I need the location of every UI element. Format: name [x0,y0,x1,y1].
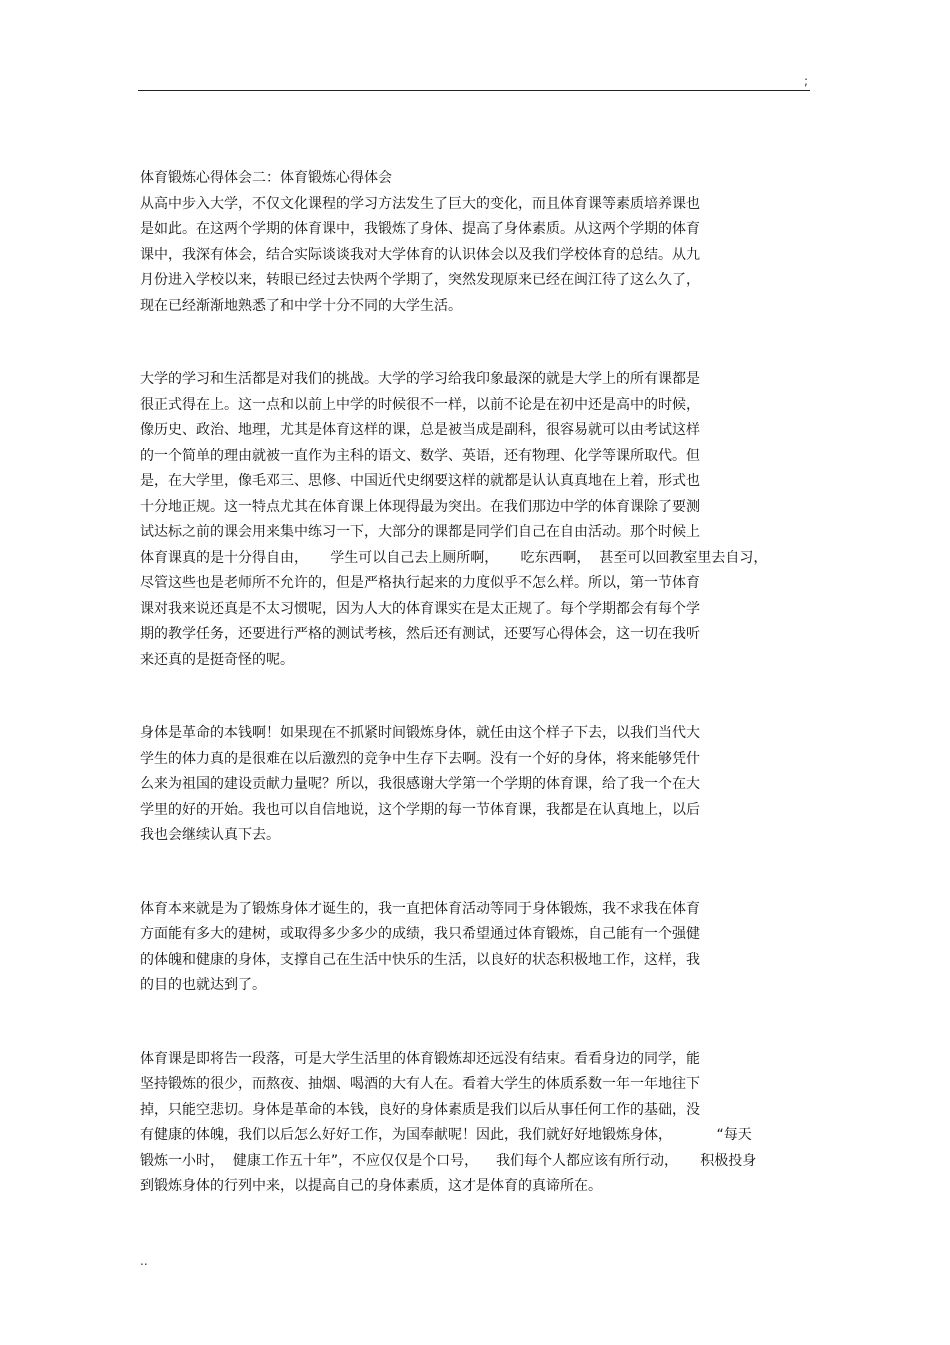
text-line: 从高中步入大学，不仅文化课程的学习方法发生了巨大的变化，而且体育课等素质培养课也 [140,195,700,212]
paragraph-gap [140,999,812,1047]
text-line: 很正式得在上。这一点和以前上中学的时候很不一样，以前不论是在初中还是高中的时候， [140,396,700,413]
text-line: 有健康的体魄，我们以后怎么好好工作，为国奉献呢！因此，我们就好好地锻炼身体， “每天 [140,1127,752,1143]
text-line: 到锻炼身体的行列中来，以提高自己的身体素质，这才是体育的真谛所在。 [140,1178,602,1194]
text-line: 体育课真的是十分得自由， 学生可以自己去上厕所啊， 吃东西啊， 甚至可以回教室里去自习， [140,549,768,566]
header-mark: ; [804,74,809,88]
text-line: 尽管这些也是老师所不允许的，但是严格执行起来的力度似乎不怎么样。所以，第一节体育 [140,575,700,591]
paragraph-1 [140,192,812,320]
text-line: 么来为祖国的建设贡献力量呢？所以，我很感谢大学第一个学期的体育课，给了我一个在大 [140,776,700,792]
document-title: 体育锻炼心得体会二：体育锻炼心得体会 [140,170,392,186]
paragraph-gap [140,673,812,721]
text-line: 掉，只能空悲切。身体是革命的本钱，良好的身体素质是我们以后从事任何工作的基础，没 [140,1101,700,1118]
text-line: 月份进入学校以来，转眼已经过去快两个学期了，突然发现原来已经在闽江待了这么久了， [140,272,700,288]
text-line: 学里的好的开始。我也可以自信地说，这个学期的每一节体育课，我都是在认真地上，以后 [140,801,700,818]
text-line: 现在已经渐渐地熟悉了和中学十分不同的大学生活。 [140,297,462,314]
paragraph-5 [140,1047,812,1200]
paragraph-4 [140,897,812,999]
text-line: 体育本来就是为了锻炼身体才诞生的，我一直把体育活动等同于身体锻炼，我不求我在体育 [140,900,700,917]
text-line: 体育课是即将告一段落，可是大学生活里的体育锻炼却还远没有结束。看看身边的同学，能 [140,1050,700,1067]
paragraph-3 [140,721,812,849]
text-line: 坚持锻炼的很少，而熬夜、抽烟、喝酒的大有人在。看着大学生的体质系数一年一年地往下 [140,1076,700,1092]
paragraph-gap [140,319,812,367]
text-line: 学生的体力真的是很难在以后激烈的竞争中生存下去啊。没有一个好的身体，将来能够凭什 [140,750,700,767]
paragraph-2 [140,367,812,673]
text-line: 是，在大学里，像毛邓三、思修、中国近代史纲要这样的就都是认认真真地在上着，形式也 [140,473,700,489]
footer-mark: .. [140,1254,148,1268]
text-line: 身体是革命的本钱啊！如果现在不抓紧时间锻炼身体，就任由这个样子下去，以我们当代大 [140,725,700,741]
header-rule [138,90,810,91]
text-line: 的目的也就达到了。 [140,977,266,993]
text-line: 的一个简单的理由就被一直作为主科的语文、数学、英语，还有物理、化学等课所取代。但 [140,447,700,464]
text-line: 课中，我深有体会，结合实际谈谈我对大学体育的认识体会以及我们学校体育的总结。从九 [140,246,700,263]
text-line: 十分地正规。这一特点尤其在体育课上体现得最为突出。在我们那边中学的体育课除了要测 [140,498,700,515]
text-line: 试达标之前的课会用来集中练习一下，大部分的课都是同学们自己在自由活动。那个时候上 [140,524,700,540]
text-line: 的体魄和健康的身体，支撑自己在生活中快乐的生活，以良好的状态积极地工作，这样，我 [140,951,700,968]
text-line: 来还真的是挺奇怪的呢。 [140,651,294,668]
text-line: 方面能有多大的建树，或取得多少多少的成绩，我只希望通过体育锻炼，自己能有一个强健 [140,926,700,942]
text-line: 锻炼一小时， 健康工作五十年”，不应仅仅是个口号， 我们每个人都应该有所行动， 积极投身 [140,1152,757,1169]
text-line: 像历史、政治、地理，尤其是体育这样的课，总是被当成是副科，很容易就可以由考试这样 [140,422,700,438]
paragraph-gap [140,849,812,897]
text-line: 期的教学任务，还要进行严格的测试考核，然后还有测试，还要写心得体会，这一切在我听 [140,626,700,642]
text-line: 是如此。在这两个学期的体育课中，我锻炼了身体、提高了身体素质。从这两个学期的体育 [140,221,700,237]
text-line: 大学的学习和生活都是对我们的挑战。大学的学习给我印象最深的就是大学上的所有课都是 [140,371,700,387]
text-line: 课对我来说还真是不太习惯呢，因为人大的体育课实在是太正规了。每个学期都会有每个学 [140,600,700,617]
document-body [140,166,812,1200]
text-line: 我也会继续认真下去。 [140,827,280,843]
